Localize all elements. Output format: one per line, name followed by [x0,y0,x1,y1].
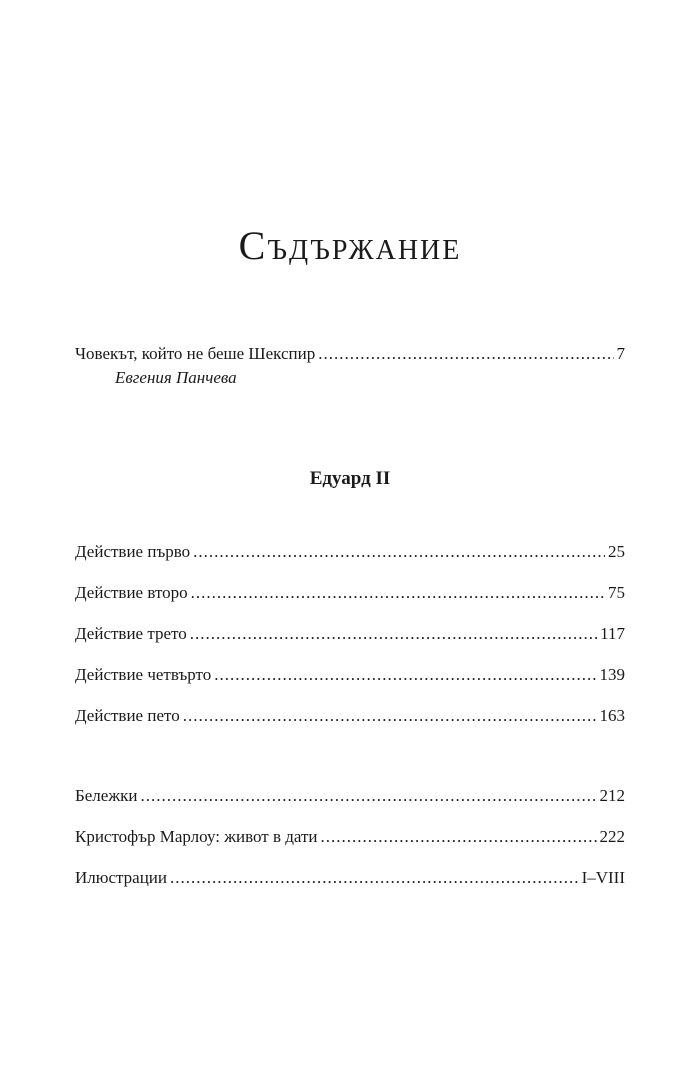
toc-entry-label: Действие четвърто [75,665,212,684]
toc-entry-chronology [75,826,625,848]
toc-entry-page: I–VIII [581,868,625,887]
toc-entry-page: 222 [599,827,625,846]
toc-entry-act-3 [75,623,625,645]
toc-entry-notes [75,785,625,807]
page-title: Съдържание [238,223,462,268]
toc-entry-label: Кристофър Марлоу: живот в дати [75,827,318,846]
toc-entry-act-1 [75,541,625,563]
dot-leader [191,582,605,604]
toc-entry-label: Действие трето [75,624,187,643]
toc-entry-page: 212 [599,786,625,805]
toc-entry-label: Действие второ [75,583,188,602]
toc-entry-label: Действие пето [75,706,180,725]
toc-entry-page: 75 [608,583,625,602]
toc-entry-act-2 [75,582,625,604]
toc-entry-label: Илюстрации [75,868,167,887]
dot-leader [214,664,596,686]
dot-leader [190,623,597,645]
toc-entry-act-4 [75,664,625,686]
toc-entry-label: Действие първо [75,542,191,561]
toc-entry-intro [75,343,625,365]
dot-leader [170,867,579,889]
toc-entry-author: Евгения Панчева [115,368,237,387]
toc-entry-page: 7 [616,344,625,363]
dot-leader [140,785,596,807]
toc-entry-act-5 [75,705,625,727]
dot-leader [321,826,597,848]
dot-leader [318,343,613,365]
toc-entry-illustrations [75,867,625,889]
dot-leader [183,705,597,727]
toc-entry-page: 139 [599,665,625,684]
toc-entry-page: 163 [599,706,625,725]
toc-entry-page: 117 [600,624,625,643]
toc-entry-label: Бележки [75,786,138,805]
toc-entry-page: 25 [608,542,625,561]
toc-entry-label: Човекът, който не беше Шекспир [75,344,316,363]
section-heading: Едуард II [309,468,391,489]
dot-leader [193,541,605,563]
